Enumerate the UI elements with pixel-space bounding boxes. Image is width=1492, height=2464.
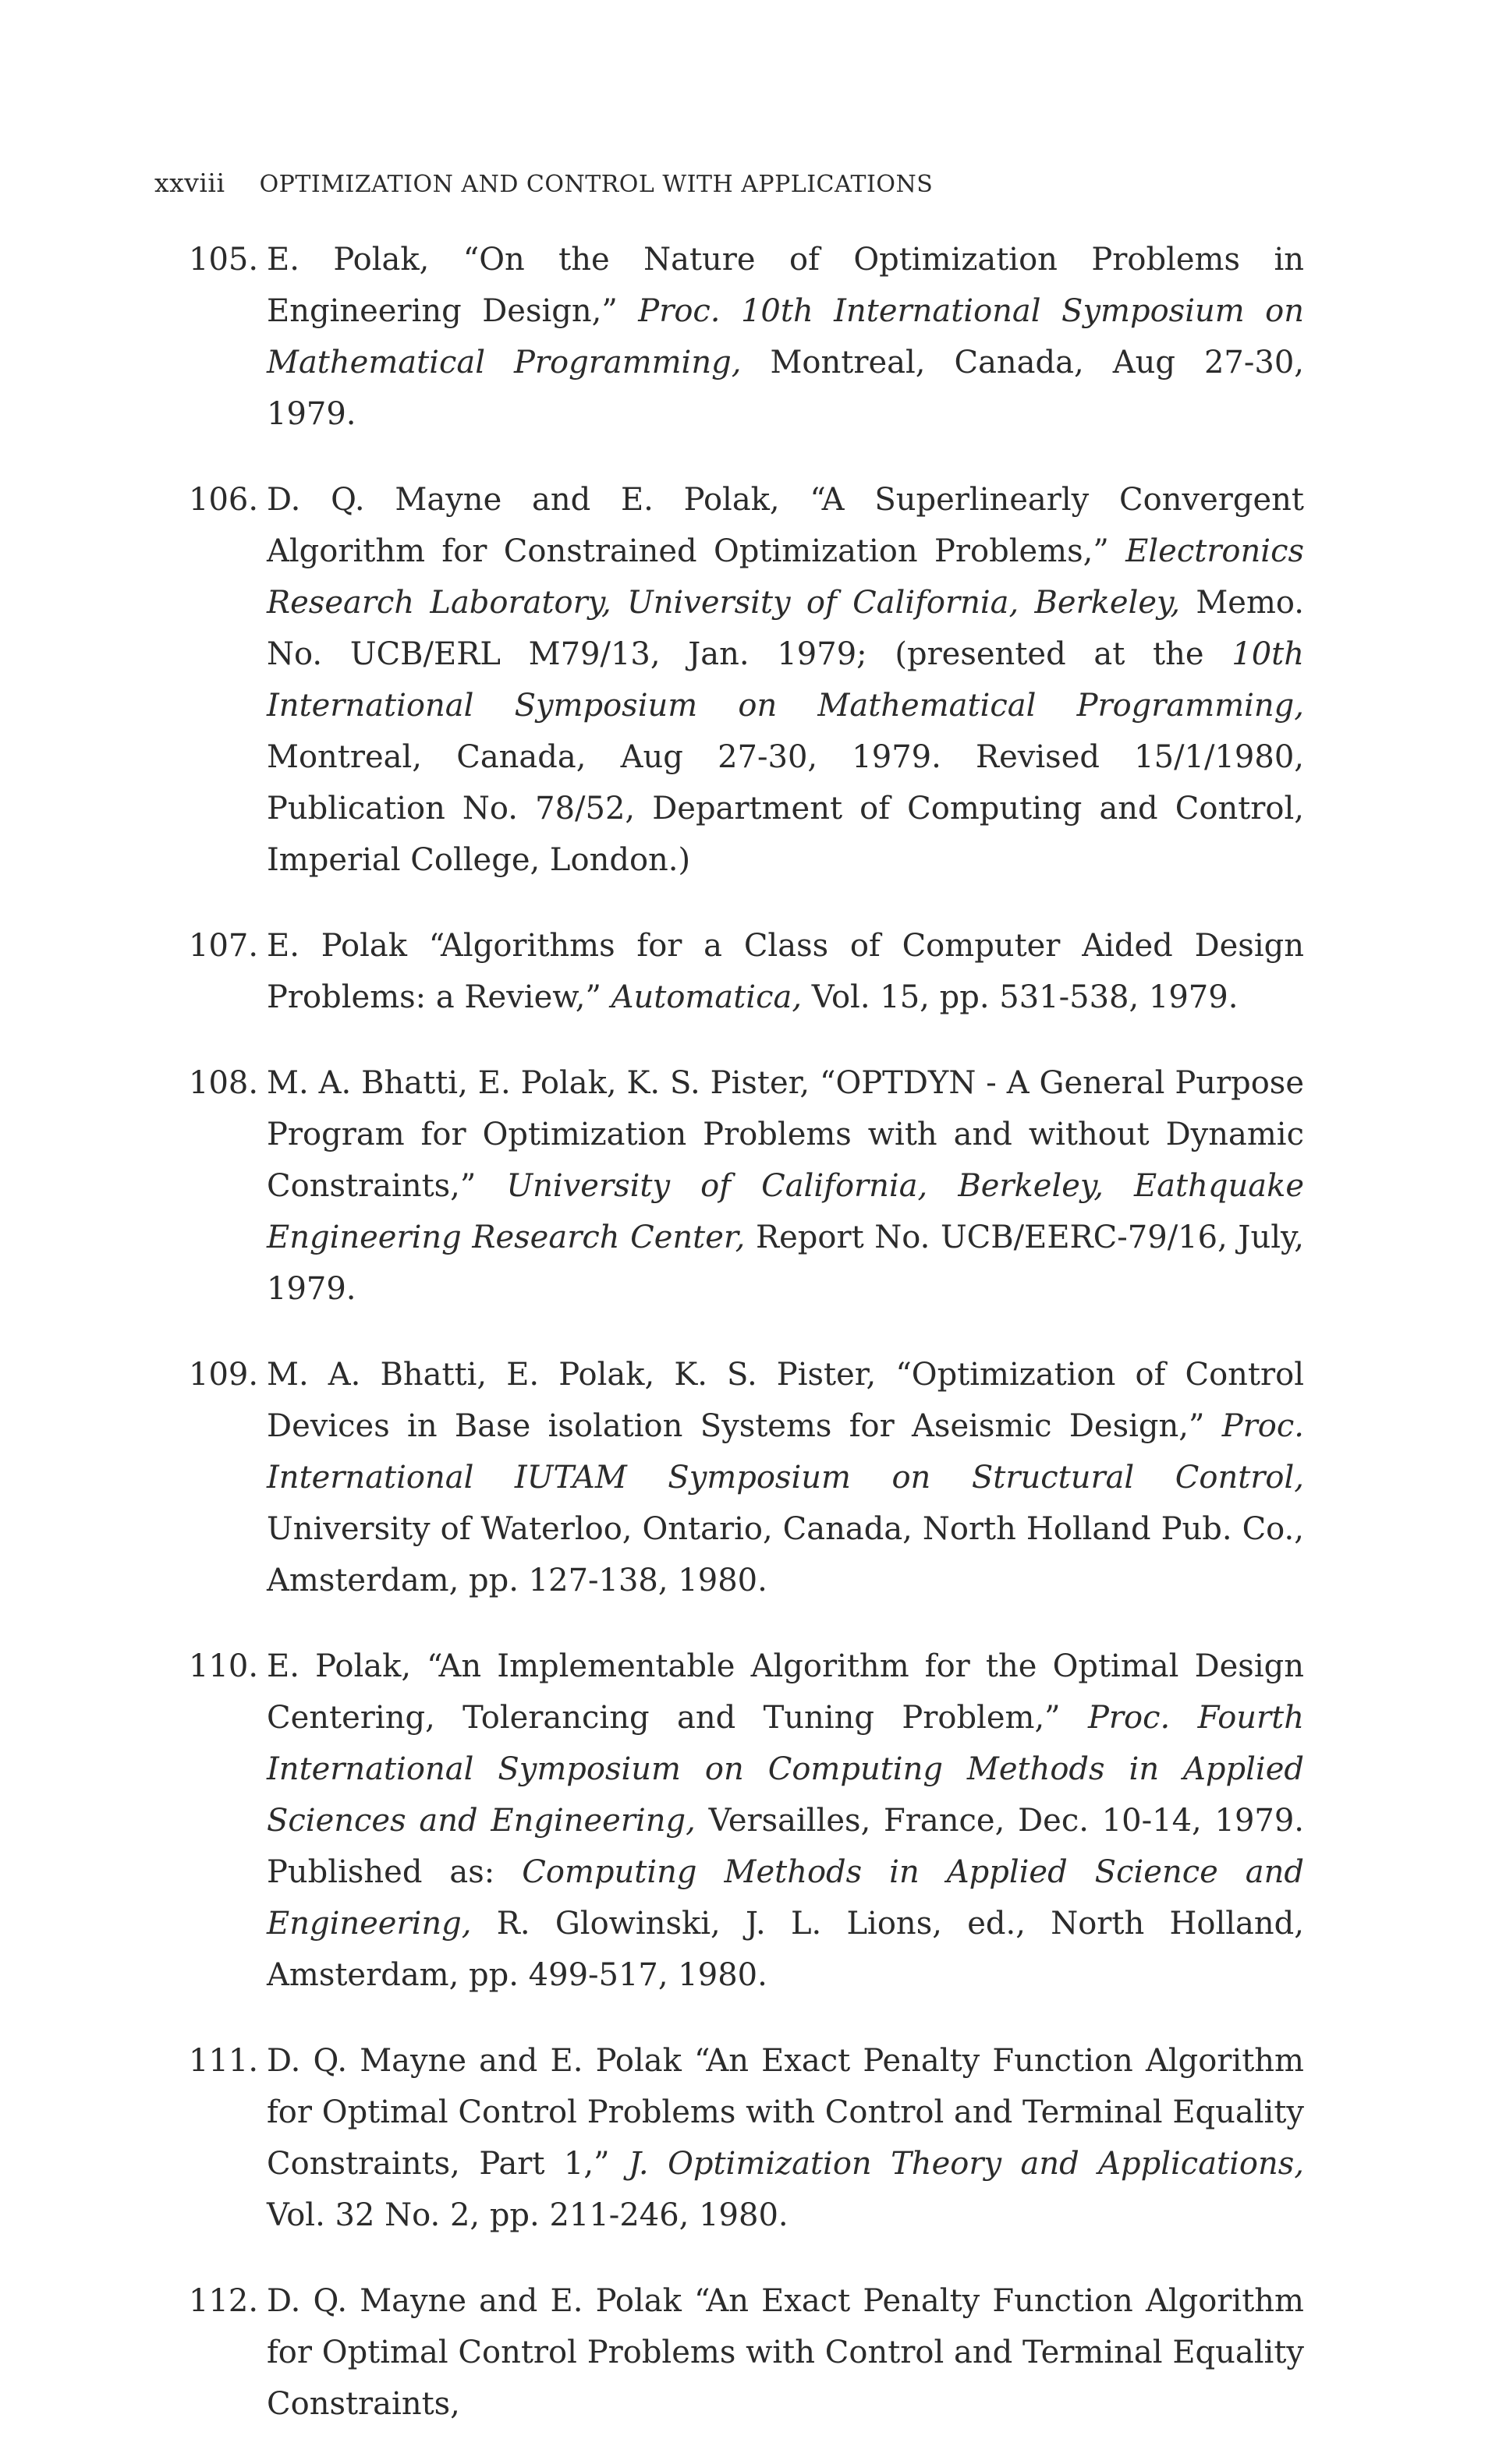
reference-text-fragment: E. Polak “Algorithms for a Class of Computer Aided Design Problems: a Review,” xyxy=(267,928,1304,1015)
reference-text-fragment: D. Q. Mayne and E. Polak “An Exact Penalty Function Algorithm for Optimal Control Problems with Control and Terminal Equality Constraints, xyxy=(267,2283,1304,2422)
reference-text-fragment: Versailles, France, Dec. 10-14, 1979. Published as: xyxy=(267,1803,1304,1890)
reference-number: 112. xyxy=(189,2283,259,2319)
reference-source-title: Proc. International IUTAM Symposium on Structural Control, xyxy=(267,1408,1304,1496)
reference-entry xyxy=(189,1349,1304,1606)
reference-number: 107. xyxy=(189,928,259,964)
reference-entry xyxy=(189,2035,1304,2241)
reference-text-fragment: Memo. No. UCB/ERL M79/13, Jan. 1979; (presented at the xyxy=(267,585,1304,672)
reference-source-title: Proc. 10th International Symposium on Mathematical Programming, xyxy=(267,293,1304,381)
reference-text-fragment: Report No. UCB/EERC-79/16, July, 1979. xyxy=(267,1220,1304,1307)
running-title: OPTIMIZATION AND CONTROL WITH APPLICATIONS xyxy=(259,171,934,198)
reference-text xyxy=(267,1057,1304,1315)
reference-entry xyxy=(189,1641,1304,2001)
reference-list xyxy=(189,234,1304,2464)
reference-text-fragment: R. Glowinski, J. L. Lions, ed., North Holland, Amsterdam, pp. 499-517, 1980. xyxy=(267,1906,1304,1993)
reference-entry xyxy=(189,474,1304,886)
page-number: xxviii xyxy=(154,168,225,198)
reference-number: 109. xyxy=(189,1357,259,1393)
reference-number: 105. xyxy=(189,242,259,278)
reference-text-fragment: Vol. 15, pp. 531-538, 1979. xyxy=(802,979,1239,1015)
reference-source-title: University of California, Berkeley, Eathquake Engineering Research Center, xyxy=(267,1168,1304,1255)
reference-source-title: J. Optimization Theory and Applications, xyxy=(628,2146,1305,2182)
reference-text-fragment: University of Waterloo, Ontario, Canada, North Holland Pub. Co., Amsterdam, pp. 127-138, 1980. xyxy=(267,1511,1304,1598)
reference-source-title: Proc. Fourth International Symposium on Computing Methods in Applied Sciences and Engineering, xyxy=(267,1700,1304,1839)
reference-number: 110. xyxy=(189,1648,259,1684)
reference-text-fragment: M. A. Bhatti, E. Polak, K. S. Pister, “OPTDYN - A General Purpose Program for Optimization Problems with and without Dynamic Constraints,” xyxy=(267,1065,1304,1204)
reference-text xyxy=(267,234,1304,440)
running-head xyxy=(154,168,933,198)
reference-text xyxy=(267,2035,1304,2241)
reference-text-fragment: D. Q. Mayne and E. Polak “An Exact Penalty Function Algorithm for Optimal Control Problems with Control and Terminal Equality Constraints, Part 1,” xyxy=(267,2043,1304,2182)
reference-text-fragment: Montreal, Canada, Aug 27-30, 1979. xyxy=(267,345,1304,432)
reference-number: 111. xyxy=(189,2043,259,2079)
reference-text-fragment: E. Polak, “On the Nature of Optimization Problems in Engineering Design,” xyxy=(267,242,1304,329)
reference-source-title: Automatica, xyxy=(611,979,803,1015)
reference-entry xyxy=(189,1057,1304,1315)
reference-text xyxy=(267,2275,1304,2430)
reference-text-fragment: E. Polak, “An Implementable Algorithm for the Optimal Design Centering, Tolerancing and Tuning Problem,” xyxy=(267,1648,1304,1736)
reference-text xyxy=(267,474,1304,886)
reference-text xyxy=(267,1641,1304,2001)
reference-entry xyxy=(189,2275,1304,2430)
reference-text xyxy=(267,1349,1304,1606)
reference-source-title: 10th International Symposium on Mathematical Programming, xyxy=(267,636,1304,724)
reference-source-title: Computing Methods in Applied Science and Engineering, xyxy=(267,1854,1304,1942)
reference-text-fragment: D. Q. Mayne and E. Polak, “A Superlinearly Convergent Algorithm for Constrained Optimization Problems,” xyxy=(267,482,1304,569)
reference-entry xyxy=(189,234,1304,440)
reference-text-fragment: Montreal, Canada, Aug 27-30, 1979. Revised 15/1/1980, Publication No. 78/52, Department of Computing and Control, Imperial College, London.) xyxy=(267,739,1304,878)
reference-text-fragment: Vol. 32 No. 2, pp. 211-246, 1980. xyxy=(267,2197,789,2233)
reference-number: 108. xyxy=(189,1065,259,1101)
reference-source-title: Electronics Research Laboratory, University of California, Berkeley, xyxy=(267,533,1304,621)
reference-text xyxy=(267,920,1304,1023)
reference-number: 106. xyxy=(189,482,259,518)
reference-text-fragment: M. A. Bhatti, E. Polak, K. S. Pister, “Optimization of Control Devices in Base isolation Systems for Aseismic Design,” xyxy=(267,1357,1304,1444)
reference-entry xyxy=(189,920,1304,1023)
